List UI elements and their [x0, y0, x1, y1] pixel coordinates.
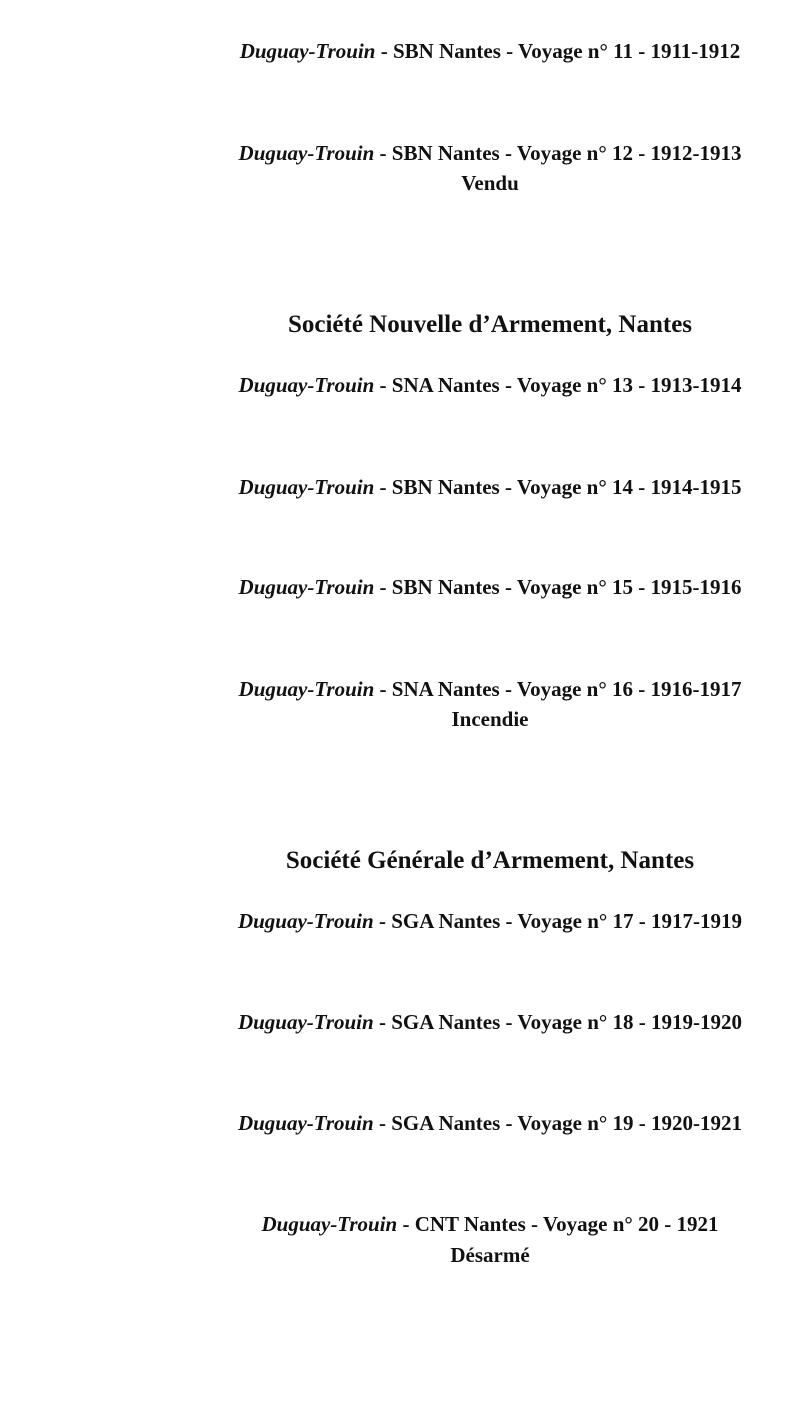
voyage-link-19[interactable] [180, 1108, 800, 1138]
voyage-note-fire: Incendie [451, 707, 529, 731]
ship-name: Duguay-Trouin [237, 909, 374, 933]
voyage-link-15[interactable] [180, 572, 800, 602]
voyage-details: - SBN Nantes - Voyage n° 12 - 1912-1913 [374, 141, 742, 165]
voyage-details: - SBN Nantes - Voyage n° 11 - 1911-1912 [375, 39, 741, 63]
voyage-details: - SGA Nantes - Voyage n° 19 - 1920-1921 [373, 1111, 743, 1135]
voyage-link-12[interactable] [180, 138, 800, 168]
ship-name: Duguay-Trouin [238, 475, 375, 499]
ship-name: Duguay-Trouin [237, 1010, 374, 1034]
voyage-details: - SNA Nantes - Voyage n° 16 - 1916-1917 [374, 677, 742, 701]
ship-name: Duguay-Trouin [261, 1212, 398, 1236]
voyage-link-16[interactable] [180, 674, 800, 704]
ship-name: Duguay-Trouin [238, 373, 375, 397]
voyage-details: - SBN Nantes - Voyage n° 15 - 1915-1916 [374, 575, 742, 599]
voyage-link-11[interactable] [180, 36, 800, 66]
voyage-link-20[interactable] [180, 1209, 800, 1239]
ship-name: Duguay-Trouin [238, 575, 375, 599]
ship-name: Duguay-Trouin [238, 141, 375, 165]
voyage-details: - SBN Nantes - Voyage n° 14 - 1914-1915 [374, 475, 742, 499]
voyage-note-decommissioned: Désarmé [450, 1243, 530, 1267]
ship-name: Duguay-Trouin [238, 677, 375, 701]
voyage-link-13[interactable] [180, 370, 800, 400]
voyage-details: - SNA Nantes - Voyage n° 13 - 1913-1914 [374, 373, 742, 397]
voyage-link-18[interactable] [180, 1007, 800, 1037]
voyage-details: - SGA Nantes - Voyage n° 18 - 1919-1920 [373, 1010, 743, 1034]
section-heading-sga: Société Générale d’Armement, Nantes [285, 847, 695, 874]
voyage-details: - SGA Nantes - Voyage n° 17 - 1917-1919 [373, 909, 743, 933]
voyage-link-17[interactable] [180, 906, 800, 936]
ship-name: Duguay-Trouin [237, 1111, 374, 1135]
voyage-link-14[interactable] [180, 472, 800, 502]
ship-name: Duguay-Trouin [239, 39, 376, 63]
section-heading-sna: Société Nouvelle d’Armement, Nantes [287, 311, 693, 338]
voyage-details: - CNT Nantes - Voyage n° 20 - 1921 [397, 1212, 719, 1236]
voyage-note-sold: Vendu [461, 171, 519, 195]
